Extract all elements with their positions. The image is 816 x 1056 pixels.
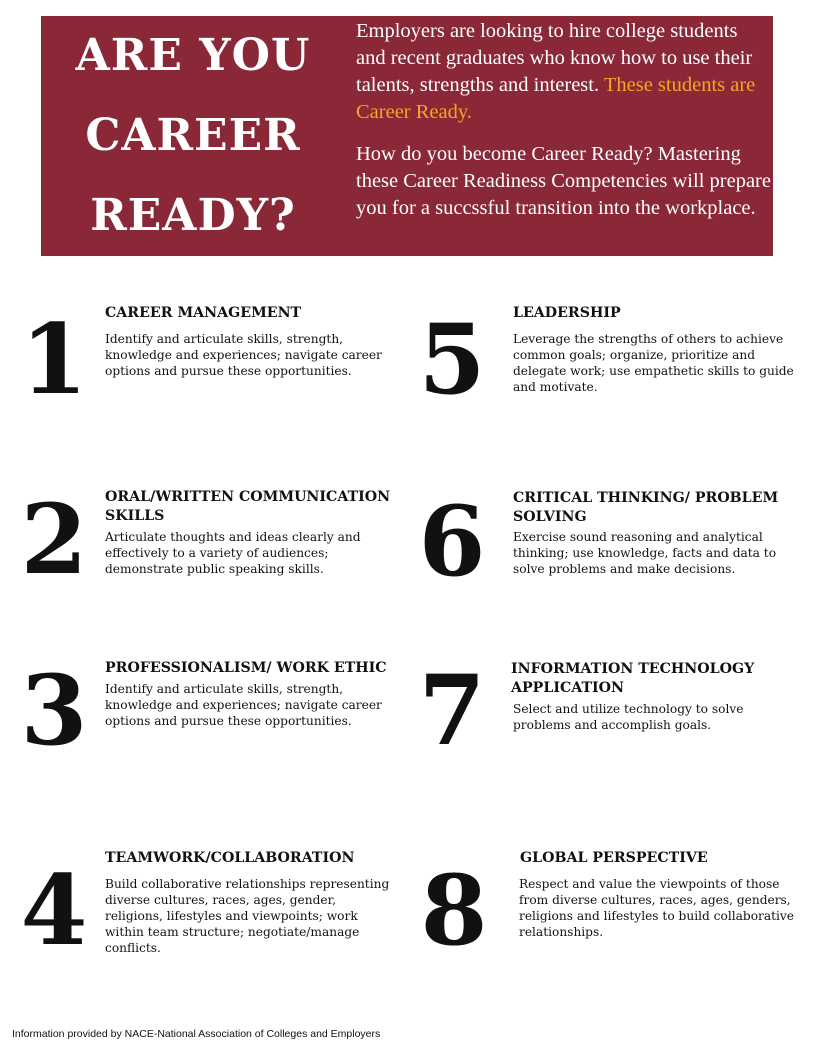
banner-title-line-3: READY? xyxy=(90,190,296,241)
competency-title-6: CRITICAL THINKING/ PROBLEM SOLVING xyxy=(513,490,779,525)
competency-number-5: 5 xyxy=(418,303,482,416)
competency-description-8: Respect and value the viewpoints of those from diverse cultures, races, ages, genders, religions and lifestyles to build collaborative relationships. xyxy=(519,877,795,939)
competency-number-1: 1 xyxy=(20,303,84,416)
competency-number-8: 8 xyxy=(420,854,484,967)
banner-title xyxy=(41,16,345,256)
competency-title-1: CAREER MANAGEMENT xyxy=(105,305,302,321)
competency-title-8: GLOBAL PERSPECTIVE xyxy=(520,850,708,866)
competency-title-4: TEAMWORK/COLLABORATION xyxy=(105,850,355,866)
banner-title-line-2: CAREER xyxy=(85,110,301,161)
footer-source: Information provided by NACE-National Association of Colleges and Employers xyxy=(12,1028,381,1040)
competency-description-2: Articulate thoughts and ideas clearly and effectively to a variety of audiences; demonstrate public speaking skills. xyxy=(105,530,361,576)
competency-description-1: Identify and articulate skills, strength, knowledge and experiences; navigate career options and pursue these opportunities. xyxy=(105,332,382,378)
competency-title-2: ORAL/WRITTEN COMMUNICATION SKILLS xyxy=(105,489,391,524)
banner-intro-text: Employers are looking to hire college students and recent graduates who know how to use their talents, strengths and interest. xyxy=(356,20,753,96)
competency-number-4: 4 xyxy=(20,854,84,967)
competency-title-3: PROFESSIONALISM/ WORK ETHIC xyxy=(105,660,387,676)
competency-description-7: Select and utilize technology to solve problems and accomplish goals. xyxy=(513,702,744,732)
banner-title-line-1: ARE YOU xyxy=(75,30,311,81)
competency-description-5: Leverage the strengths of others to achieve common goals; organize, prioritize and delegate work; use empathetic skills to guide and motivate. xyxy=(513,332,794,394)
competency-description-6: Exercise sound reasoning and analytical thinking; use knowledge, facts and data to solve problems and make decisions. xyxy=(513,530,777,576)
competency-title-7: INFORMATION TECHNOLOGY APPLICATION xyxy=(511,661,755,696)
banner-intro-highlight: These students are Career Ready. xyxy=(356,74,756,123)
banner-second-paragraph: How do you become Career Ready? Mastering these Career Readiness Competencies will prepare you for a succssful transition into the workplace. xyxy=(356,143,771,219)
competency-number-2: 2 xyxy=(20,483,84,596)
competency-description-4: Build collaborative relationships representing diverse cultures, races, ages, gender, religions, lifestyles and viewpoints; work within team structure; negotiate/manage conflicts. xyxy=(105,877,390,955)
competency-description-3: Identify and articulate skills, strength, knowledge and experiences; navigate career options and pursue these opportunities. xyxy=(105,682,382,728)
competency-number-6: 6 xyxy=(418,485,482,598)
competency-number-7: 7 xyxy=(418,654,482,767)
competency-number-3: 3 xyxy=(20,654,84,767)
competency-title-5: LEADERSHIP xyxy=(513,305,621,321)
banner-intro xyxy=(356,18,772,126)
banner-text xyxy=(356,18,772,222)
